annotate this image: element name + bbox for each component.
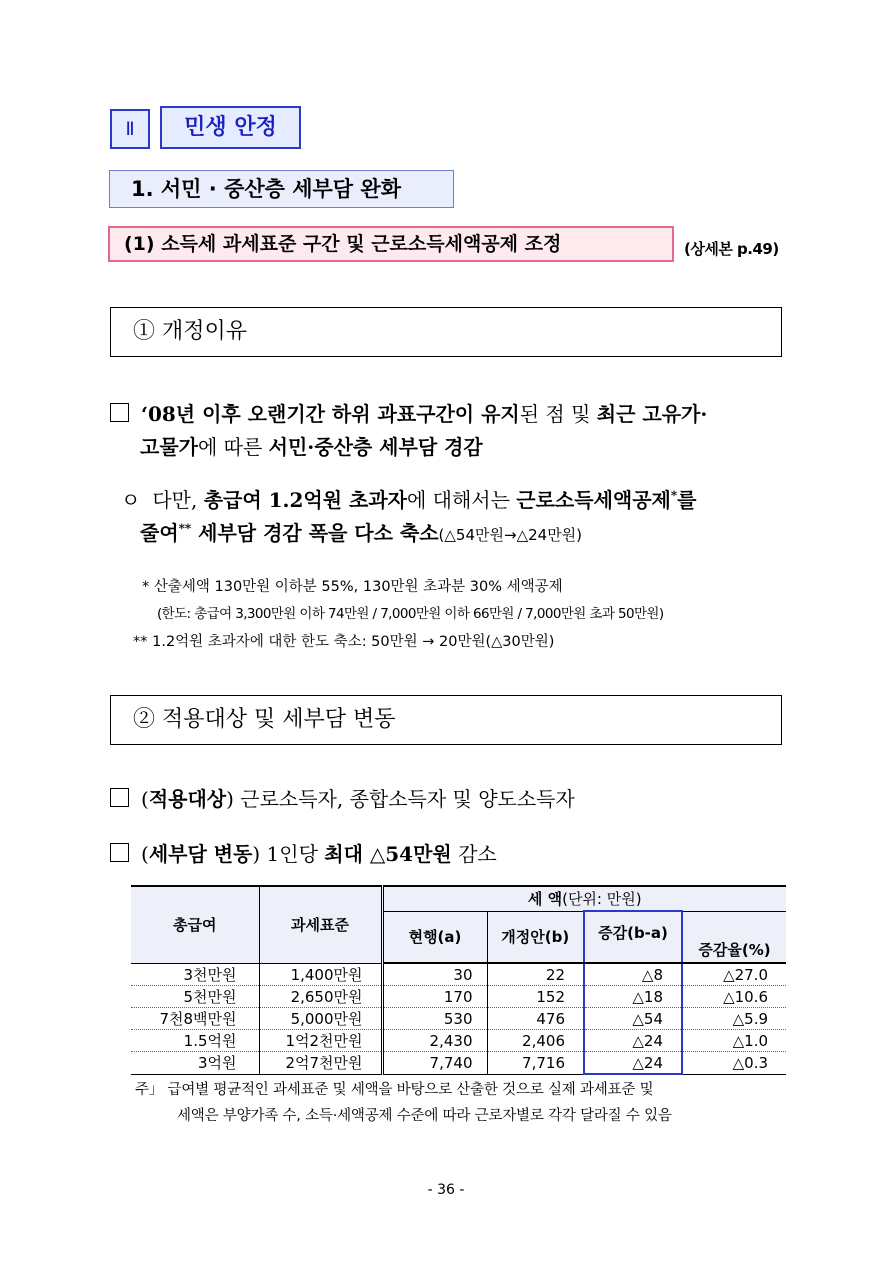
cell-current: 30 — [382, 963, 487, 986]
cell-salary: 3천만원 — [131, 963, 259, 986]
text-bold: 세부담 경감 폭을 다소 축소 — [191, 521, 439, 545]
section-number: Ⅱ — [110, 109, 150, 149]
detail-paragraph-line1 — [121, 484, 696, 513]
cell-tax-base: 2억7천만원 — [259, 1052, 382, 1075]
cell-salary: 3억원 — [131, 1052, 259, 1075]
cell-change: △54 — [584, 1008, 682, 1030]
circle-bullet: ㅇ — [121, 488, 141, 512]
text-bold: 를 — [677, 488, 697, 512]
cell-revised: 22 — [487, 963, 584, 986]
cell-change-rate: △10.6 — [682, 986, 786, 1008]
text-bold: 근로소득세액공제 — [516, 488, 671, 512]
header-tax-unit: (단위: 만원) — [562, 890, 642, 908]
cell-salary: 1.5억원 — [131, 1030, 259, 1052]
cell-revised: 476 — [487, 1008, 584, 1030]
text-bold: 최근 고유가· — [596, 402, 708, 426]
section-title: 민생 안정 — [160, 106, 301, 149]
cell-current: 530 — [382, 1008, 487, 1030]
header-tax-label: 세 액 — [527, 890, 563, 908]
subsection-title: 1. 서민 · 중산층 세부담 완화 — [109, 170, 454, 208]
header-revised: 개정안(b) — [487, 911, 584, 963]
tax-change-paragraph — [110, 838, 497, 867]
target-paragraph — [110, 783, 575, 812]
cell-change: △18 — [584, 986, 682, 1008]
text-normal: 감소 — [451, 842, 497, 866]
footnote-mark: * — [670, 488, 678, 503]
cell-change-rate: △5.9 — [682, 1008, 786, 1030]
text-bold: 서민·중산층 세부담 경감 — [268, 435, 483, 459]
square-bullet-icon — [110, 843, 129, 862]
text-bold: 총급여 1.2억원 초과자 — [203, 488, 407, 512]
cell-revised: 2,406 — [487, 1030, 584, 1052]
cell-tax-base: 2,650만원 — [259, 986, 382, 1008]
header-salary: 총급여 — [131, 886, 259, 963]
text-bold: 줄여 — [140, 521, 179, 545]
square-bullet-icon — [110, 403, 129, 422]
header-change: 증감(b-a) — [584, 911, 682, 963]
square-bullet-icon — [110, 788, 129, 807]
note-1: * 산출세액 130만원 이하분 55%, 130만원 초과분 30% 세액공제 — [142, 579, 563, 595]
text-bold: 고물가 — [140, 435, 198, 459]
text-normal: (△54만원→△24만원) — [438, 526, 583, 544]
table-footnote-line2: 세액은 부양가족 수, 소득·세액공제 수준에 따라 근로자별로 각각 달라질 수 있음 — [177, 1108, 672, 1124]
cell-change-rate: △27.0 — [682, 963, 786, 986]
cell-tax-base: 5,000만원 — [259, 1008, 382, 1030]
text-normal: ) 1인당 — [252, 842, 325, 866]
cell-change: △24 — [584, 1030, 682, 1052]
reason-paragraph-line2 — [140, 431, 483, 460]
cell-tax-base: 1억2천만원 — [259, 1030, 382, 1052]
header-change-rate: 증감율(%) — [682, 911, 786, 963]
cell-revised: 7,716 — [487, 1052, 584, 1075]
table-row — [131, 1008, 786, 1030]
cell-tax-base: 1,400만원 — [259, 963, 382, 986]
cell-current: 7,740 — [382, 1052, 487, 1075]
header-current: 현행(a) — [382, 911, 487, 963]
text-normal: ( — [141, 842, 149, 866]
table-row — [131, 1052, 786, 1075]
detail-paragraph-line2 — [140, 517, 582, 546]
reason-heading-box: ① 개정이유 — [110, 307, 782, 357]
footnote-mark: ** — [178, 521, 192, 536]
table-footnote-line1: 주」 급여별 평균적인 과세표준 및 세액을 바탕으로 산출한 것으로 실제 과세표준 및 — [135, 1082, 654, 1098]
text-bold: 적용대상 — [148, 787, 227, 811]
cell-change-rate: △1.0 — [682, 1030, 786, 1052]
cell-current: 2,430 — [382, 1030, 487, 1052]
text-bold: 세부담 변동 — [148, 842, 253, 866]
cell-salary: 7천8백만원 — [131, 1008, 259, 1030]
text-normal: 에 대해서는 — [406, 488, 517, 512]
text-normal: ) 근로소득자, 종합소득자 및 양도소득자 — [226, 787, 575, 811]
reason-paragraph-line1 — [110, 398, 707, 427]
table-row — [131, 986, 786, 1008]
table-row — [131, 1030, 786, 1052]
table-row — [131, 963, 786, 986]
cell-revised: 152 — [487, 986, 584, 1008]
cell-change: △24 — [584, 1052, 682, 1075]
text-normal: 된 점 및 — [519, 402, 597, 426]
cell-change-rate: △0.3 — [682, 1052, 786, 1075]
detail-reference: (상세본 p.49) — [684, 240, 779, 258]
tax-burden-table — [131, 885, 786, 1075]
text-bold: 최대 △54만원 — [324, 842, 452, 866]
text-normal: 다만, — [152, 488, 204, 512]
target-heading-box: ② 적용대상 및 세부담 변동 — [110, 695, 782, 745]
text-normal: 에 따른 — [197, 435, 269, 459]
header-tax-amount — [382, 886, 786, 911]
page-number: - 36 - — [427, 1182, 465, 1198]
note-3: ** 1.2억원 초과자에 대한 한도 축소: 50만원 → 20만원(△30만원) — [133, 634, 555, 650]
text-normal: ( — [141, 787, 149, 811]
cell-current: 170 — [382, 986, 487, 1008]
cell-salary: 5천만원 — [131, 986, 259, 1008]
text-bold: ‘08년 이후 오랜기간 하위 과표구간이 유지 — [141, 402, 520, 426]
header-tax-base: 과세표준 — [259, 886, 382, 963]
item-title: (1) 소득세 과세표준 구간 및 근로소득세액공제 조정 — [108, 226, 674, 262]
note-2: (한도: 총급여 3,300만원 이하 74만원 / 7,000만원 이하 66만원 / 7,000만원 초과 50만원) — [157, 606, 664, 622]
cell-change: △8 — [584, 963, 682, 986]
